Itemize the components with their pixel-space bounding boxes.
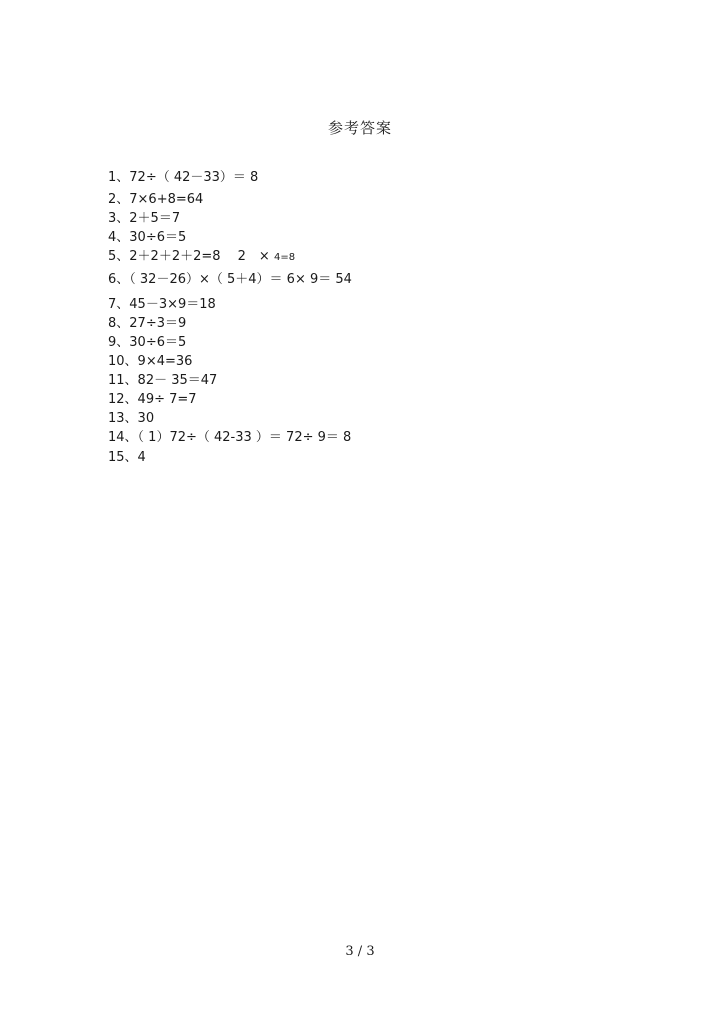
answer-12: 12、49÷ 7=7	[108, 392, 197, 407]
answer-14: 14、（ 1）72÷（ 42-33 ）＝ 72÷ 9＝ 8	[108, 430, 352, 445]
answer-9: 9、30÷6＝5	[108, 335, 187, 350]
answer-15: 15、4	[108, 450, 146, 465]
page-title: 参考答案	[327, 119, 392, 137]
answer-7: 7、45－3×9＝18	[108, 297, 216, 312]
answer-1: 1、72÷（ 42－33）＝ 8	[108, 170, 259, 185]
answer-5-tail: 4=8	[273, 252, 296, 263]
answer-5	[108, 249, 295, 266]
answer-13: 13、30	[108, 411, 155, 426]
answer-2: 2、7×6+8=64	[108, 192, 204, 207]
answer-3: 3、2＋5＝7	[108, 211, 181, 226]
answer-8: 8、27÷3＝9	[108, 316, 187, 331]
answer-5-main: 5、2＋2＋2＋2=8 2 ×	[108, 249, 270, 264]
answer-10: 10、9×4=36	[108, 354, 193, 369]
page-number: 3 / 3	[345, 944, 375, 959]
answer-4: 4、30÷6＝5	[108, 230, 187, 245]
answer-6: 6、（ 32－26）×（ 5＋4）＝ 6× 9＝ 54	[108, 272, 352, 287]
answer-11: 11、82－ 35＝47	[108, 373, 218, 388]
